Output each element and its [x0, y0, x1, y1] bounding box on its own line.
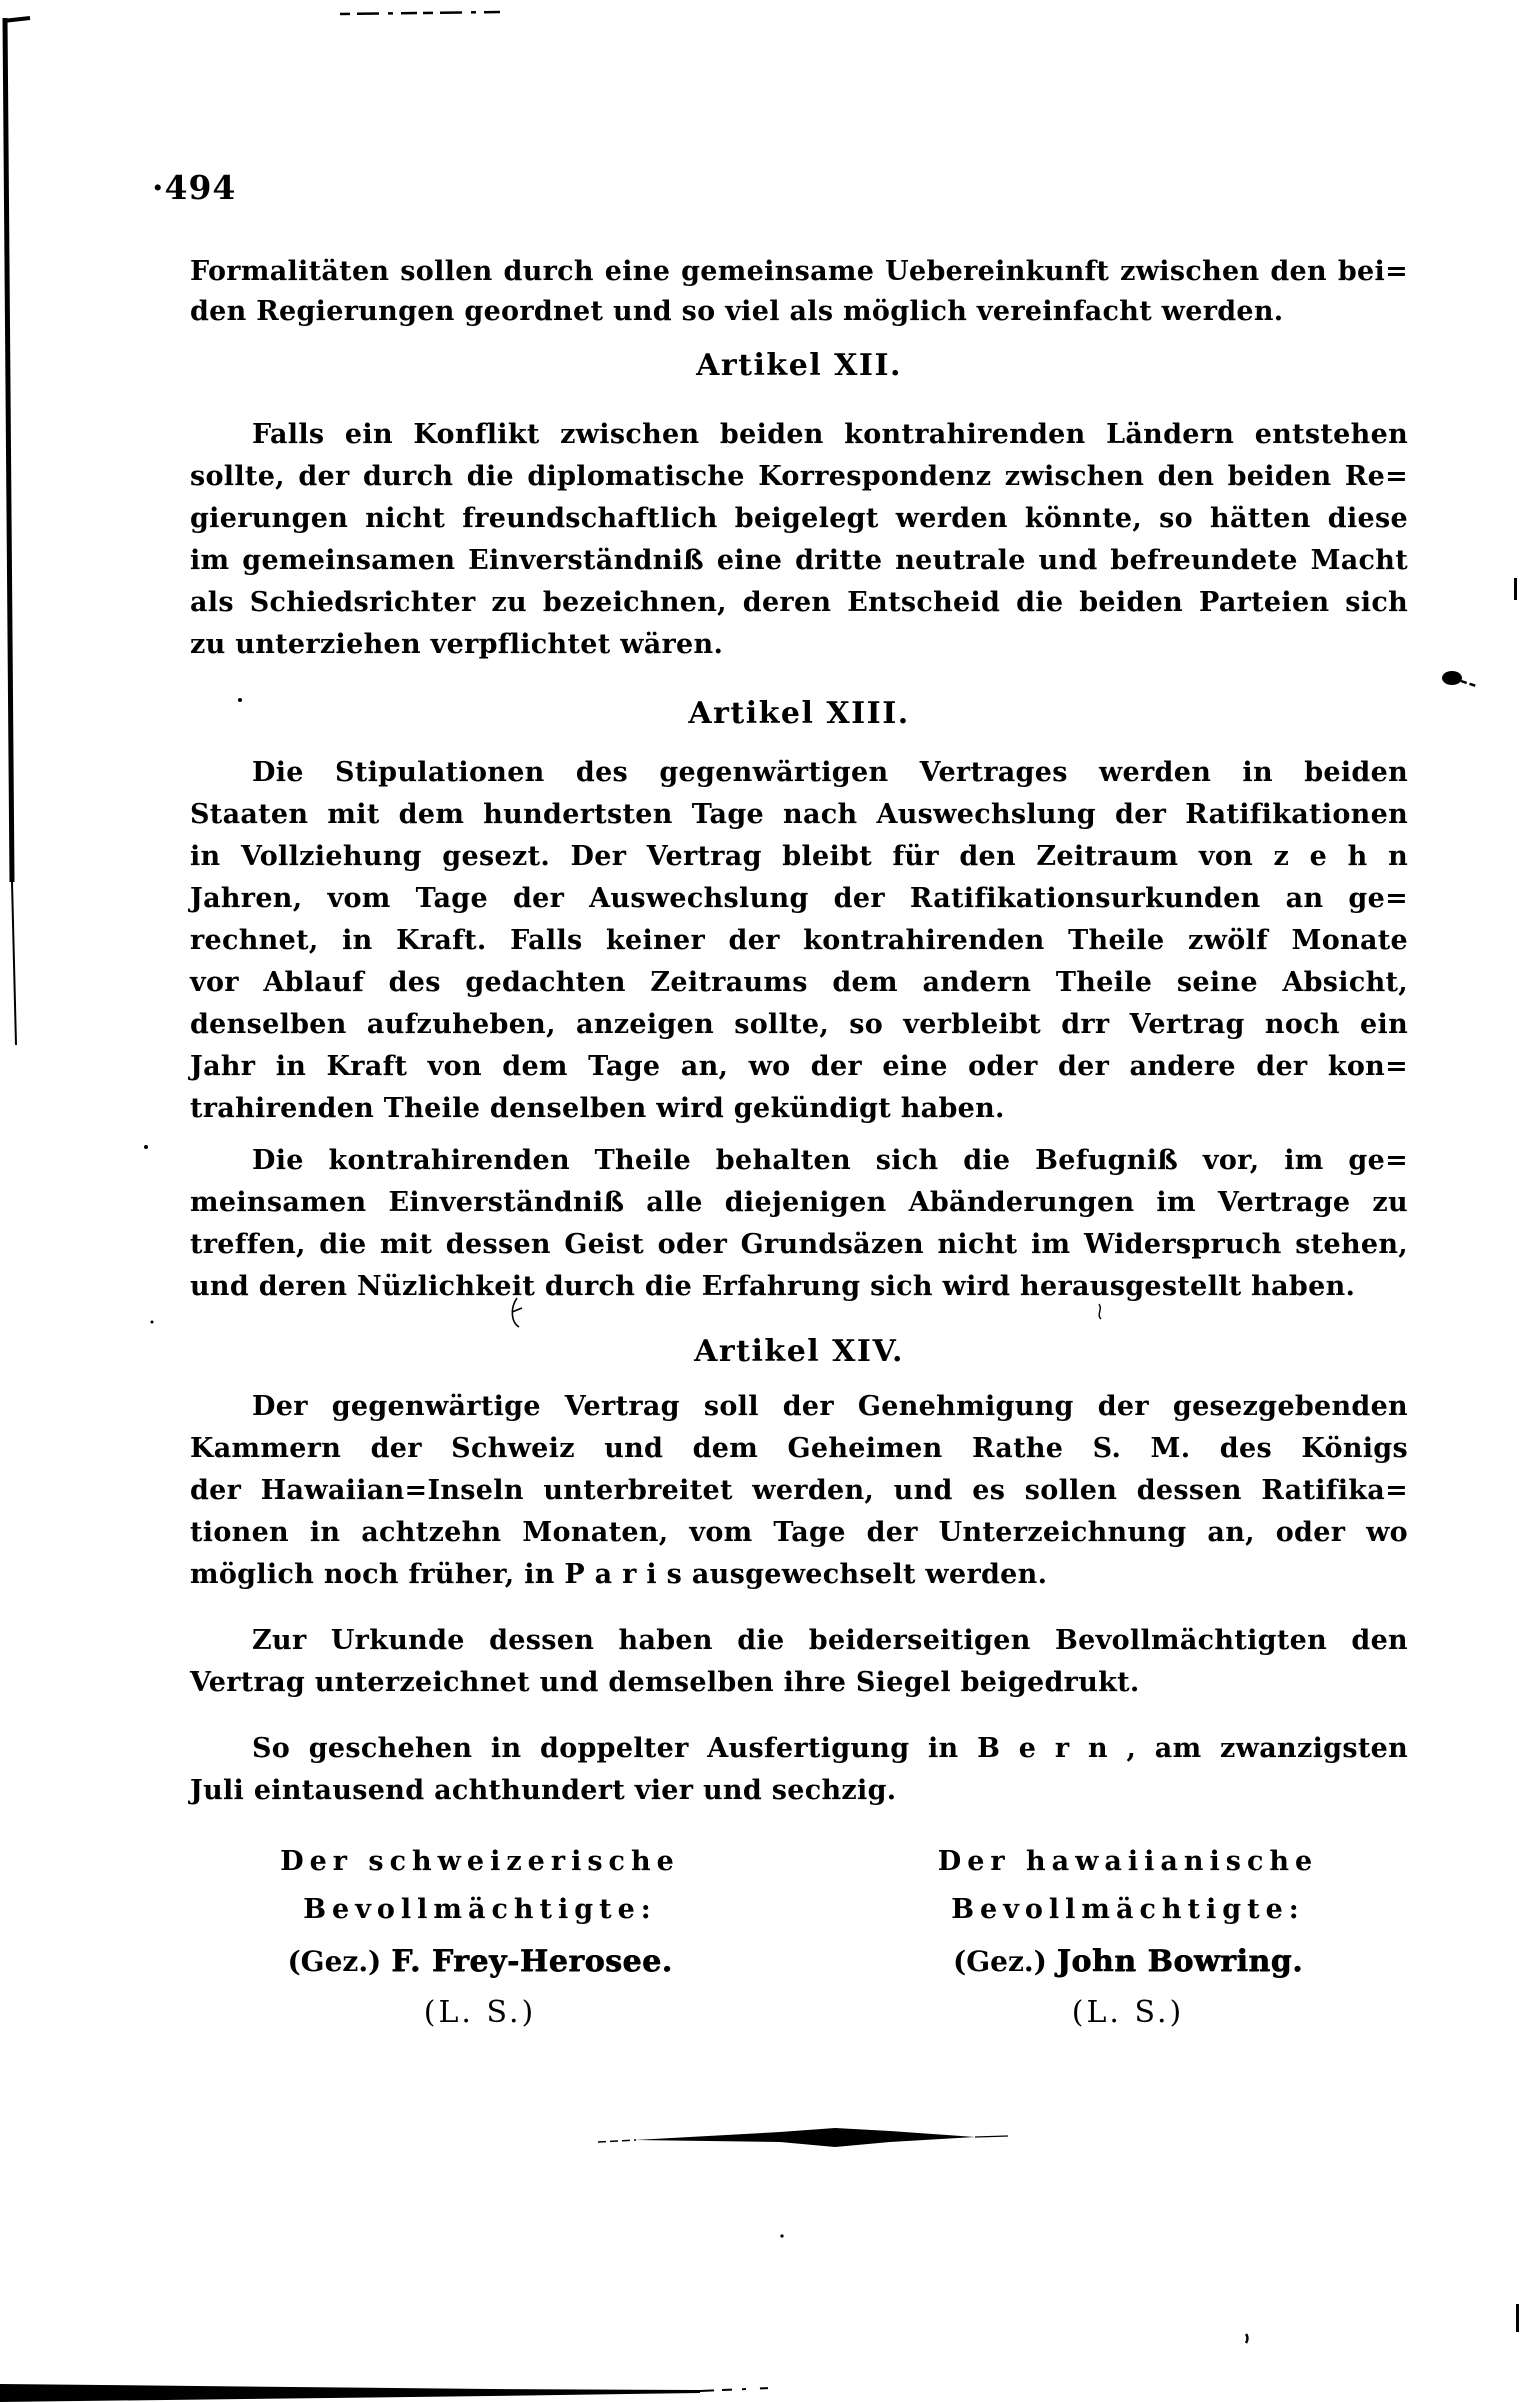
text-line: Falls ein Konflikt zwischen beiden kontrahirenden Ländern entstehen	[252, 419, 1408, 450]
text-line: Vertrag unterzeichnet und demselben ihre Siegel beigedrukt.	[190, 1667, 1140, 1698]
text-line: So geschehen in doppelter Ausfertigung in B e r n , am zwanzigsten	[252, 1733, 1408, 1764]
divider-rule	[635, 2128, 975, 2147]
page-number: ·494	[152, 168, 237, 207]
text-line: Der gegenwärtige Vertrag soll der Genehmigung der gesezgebenden	[252, 1391, 1408, 1422]
text-line: Formalitäten sollen durch eine gemeinsame Uebereinkunft zwischen den bei=	[190, 256, 1408, 287]
text-line: im gemeinsamen Einverständniß eine dritte neutrale und befreundete Macht	[190, 545, 1408, 576]
article-heading-xiii: Artikel XIII.	[688, 696, 910, 731]
article-heading-xii: Artikel XII.	[696, 348, 902, 383]
text-line: Staaten mit dem hundertsten Tage nach Auswechslung der Ratifikationen	[190, 799, 1408, 830]
seal-mark: (L. S.)	[1071, 1995, 1185, 2030]
text-line: tionen in achtzehn Monaten, vom Tage der Unterzeichnung an, oder wo	[190, 1517, 1408, 1548]
paragraph-article-xiii-2	[190, 1140, 1408, 1308]
text-line: Juli eintausend achthundert vier und sechzig.	[190, 1775, 897, 1806]
gez-label: (Gez.)	[287, 1945, 382, 1978]
text-line: Jahr in Kraft von dem Tage an, wo der eine oder der andere der kon=	[190, 1051, 1408, 1082]
article-heading-xiv: Artikel XIV.	[694, 1334, 904, 1369]
signatory-title: Der schweizerische	[280, 1846, 680, 1877]
paragraph-urkunde	[190, 1620, 1408, 1704]
scan-artifact-margin-blob-tail	[1461, 681, 1476, 686]
text-line: Zur Urkunde dessen haben die beiderseitigen Bevollmächtigten den	[252, 1625, 1408, 1656]
text-line: treffen, die mit dessen Geist oder Grundsäzen nicht im Widerspruch stehen,	[190, 1229, 1408, 1260]
text-line: trahirenden Theile denselben wird gekündigt haben.	[190, 1093, 1005, 1124]
text-line: zu unterziehen verpflichtet wären.	[190, 629, 724, 660]
text-line: Die Stipulationen des gegenwärtigen Vertrages werden in beiden	[252, 757, 1408, 788]
signature-hawaiian	[848, 1845, 1408, 2031]
text-line: möglich noch früher, in P a r i s ausgewechselt werden.	[190, 1559, 1048, 1590]
paragraph-article-xiv	[190, 1386, 1408, 1596]
text-line: gierungen nicht freundschaftlich beigelegt werden könnte, so hätten diese	[190, 503, 1408, 534]
divider-rule-whisker-left	[598, 2140, 636, 2142]
scan-artifact-margin-blob	[1442, 671, 1462, 685]
scan-artifact-top-dashes	[340, 12, 500, 14]
text-line: vor Ablauf des gedachten Zeitraums dem andern Theile seine Absicht,	[190, 967, 1408, 998]
text-line: Die kontrahirenden Theile behalten sich die Befugniß vor, im ge=	[252, 1145, 1408, 1176]
text-line: und deren Nüzlichkeit durch die Erfahrung sich wird herausgestellt haben.	[190, 1271, 1356, 1302]
signatory-title: Der hawaiianische	[937, 1846, 1319, 1877]
scan-artifact-dot-3	[151, 1321, 154, 1324]
gez-label: (Gez.)	[952, 1945, 1047, 1978]
text-line: rechnet, in Kraft. Falls keiner der kontrahirenden Theile zwölf Monate	[190, 925, 1408, 956]
divider-rule-whisker-right	[975, 2136, 1008, 2137]
signature-block	[190, 1845, 1408, 2031]
signatory-role: Bevollmächtigte:	[951, 1894, 1305, 1925]
scan-artifact-bottom-edge	[0, 2384, 700, 2402]
text-line: meinsamen Einverständniß alle diejenigen Abänderungen im Vertrage zu	[190, 1187, 1408, 1218]
scan-artifact-dot-4	[780, 2234, 783, 2237]
scan-artifact-comma	[1246, 2334, 1248, 2343]
text-line: Kammern der Schweiz und dem Geheimen Rathe S. M. des Königs	[190, 1433, 1408, 1464]
text-line: Jahren, vom Tage der Auswechslung der Ratifikationsurkunden an ge=	[190, 883, 1408, 914]
scan-artifact-right-tick-bottom	[1516, 2304, 1519, 2332]
text-line: als Schiedsrichter zu bezeichnen, deren Entscheid die beiden Parteien sich	[190, 587, 1408, 618]
scan-artifact-left-edge-thick	[5, 18, 12, 882]
seal-mark: (L. S.)	[423, 1995, 537, 2030]
text-line: in Vollziehung gesezt. Der Vertrag bleibt für den Zeitraum von z e h n	[190, 841, 1408, 872]
signatory-name: John Bowring.	[1056, 1944, 1304, 1979]
paragraph-geschehen	[190, 1728, 1408, 1812]
text-line: der Hawaiian=Inseln unterbreitet werden, und es sollen dessen Ratifika=	[190, 1475, 1408, 1506]
signatory-name-row	[190, 1943, 770, 1981]
text-line: den Regierungen geordnet und so viel als möglich vereinfacht werden.	[190, 296, 1284, 327]
paragraph-article-xii	[190, 414, 1408, 666]
paragraph-intro	[190, 252, 1408, 332]
signature-swiss	[190, 1845, 770, 2031]
scan-artifact-right-tick	[1514, 578, 1517, 600]
scan-artifact-left-edge-thin	[12, 882, 16, 1045]
signatory-name-row	[848, 1943, 1408, 1981]
scan-artifact-corner-hook	[3, 18, 30, 21]
text-line: sollte, der durch die diplomatische Korrespondenz zwischen den beiden Re=	[190, 461, 1408, 492]
text-line: denselben aufzuheben, anzeigen sollte, so verbleibt drr Vertrag noch ein	[190, 1009, 1408, 1040]
scan-artifact-bottom-dashes	[700, 2388, 770, 2391]
signatory-name: F. Frey-Herosee.	[391, 1944, 673, 1979]
scan-artifact-dot-2	[144, 1145, 148, 1149]
paragraph-article-xiii-1	[190, 752, 1408, 1130]
signatory-role: Bevollmächtigte:	[303, 1894, 657, 1925]
